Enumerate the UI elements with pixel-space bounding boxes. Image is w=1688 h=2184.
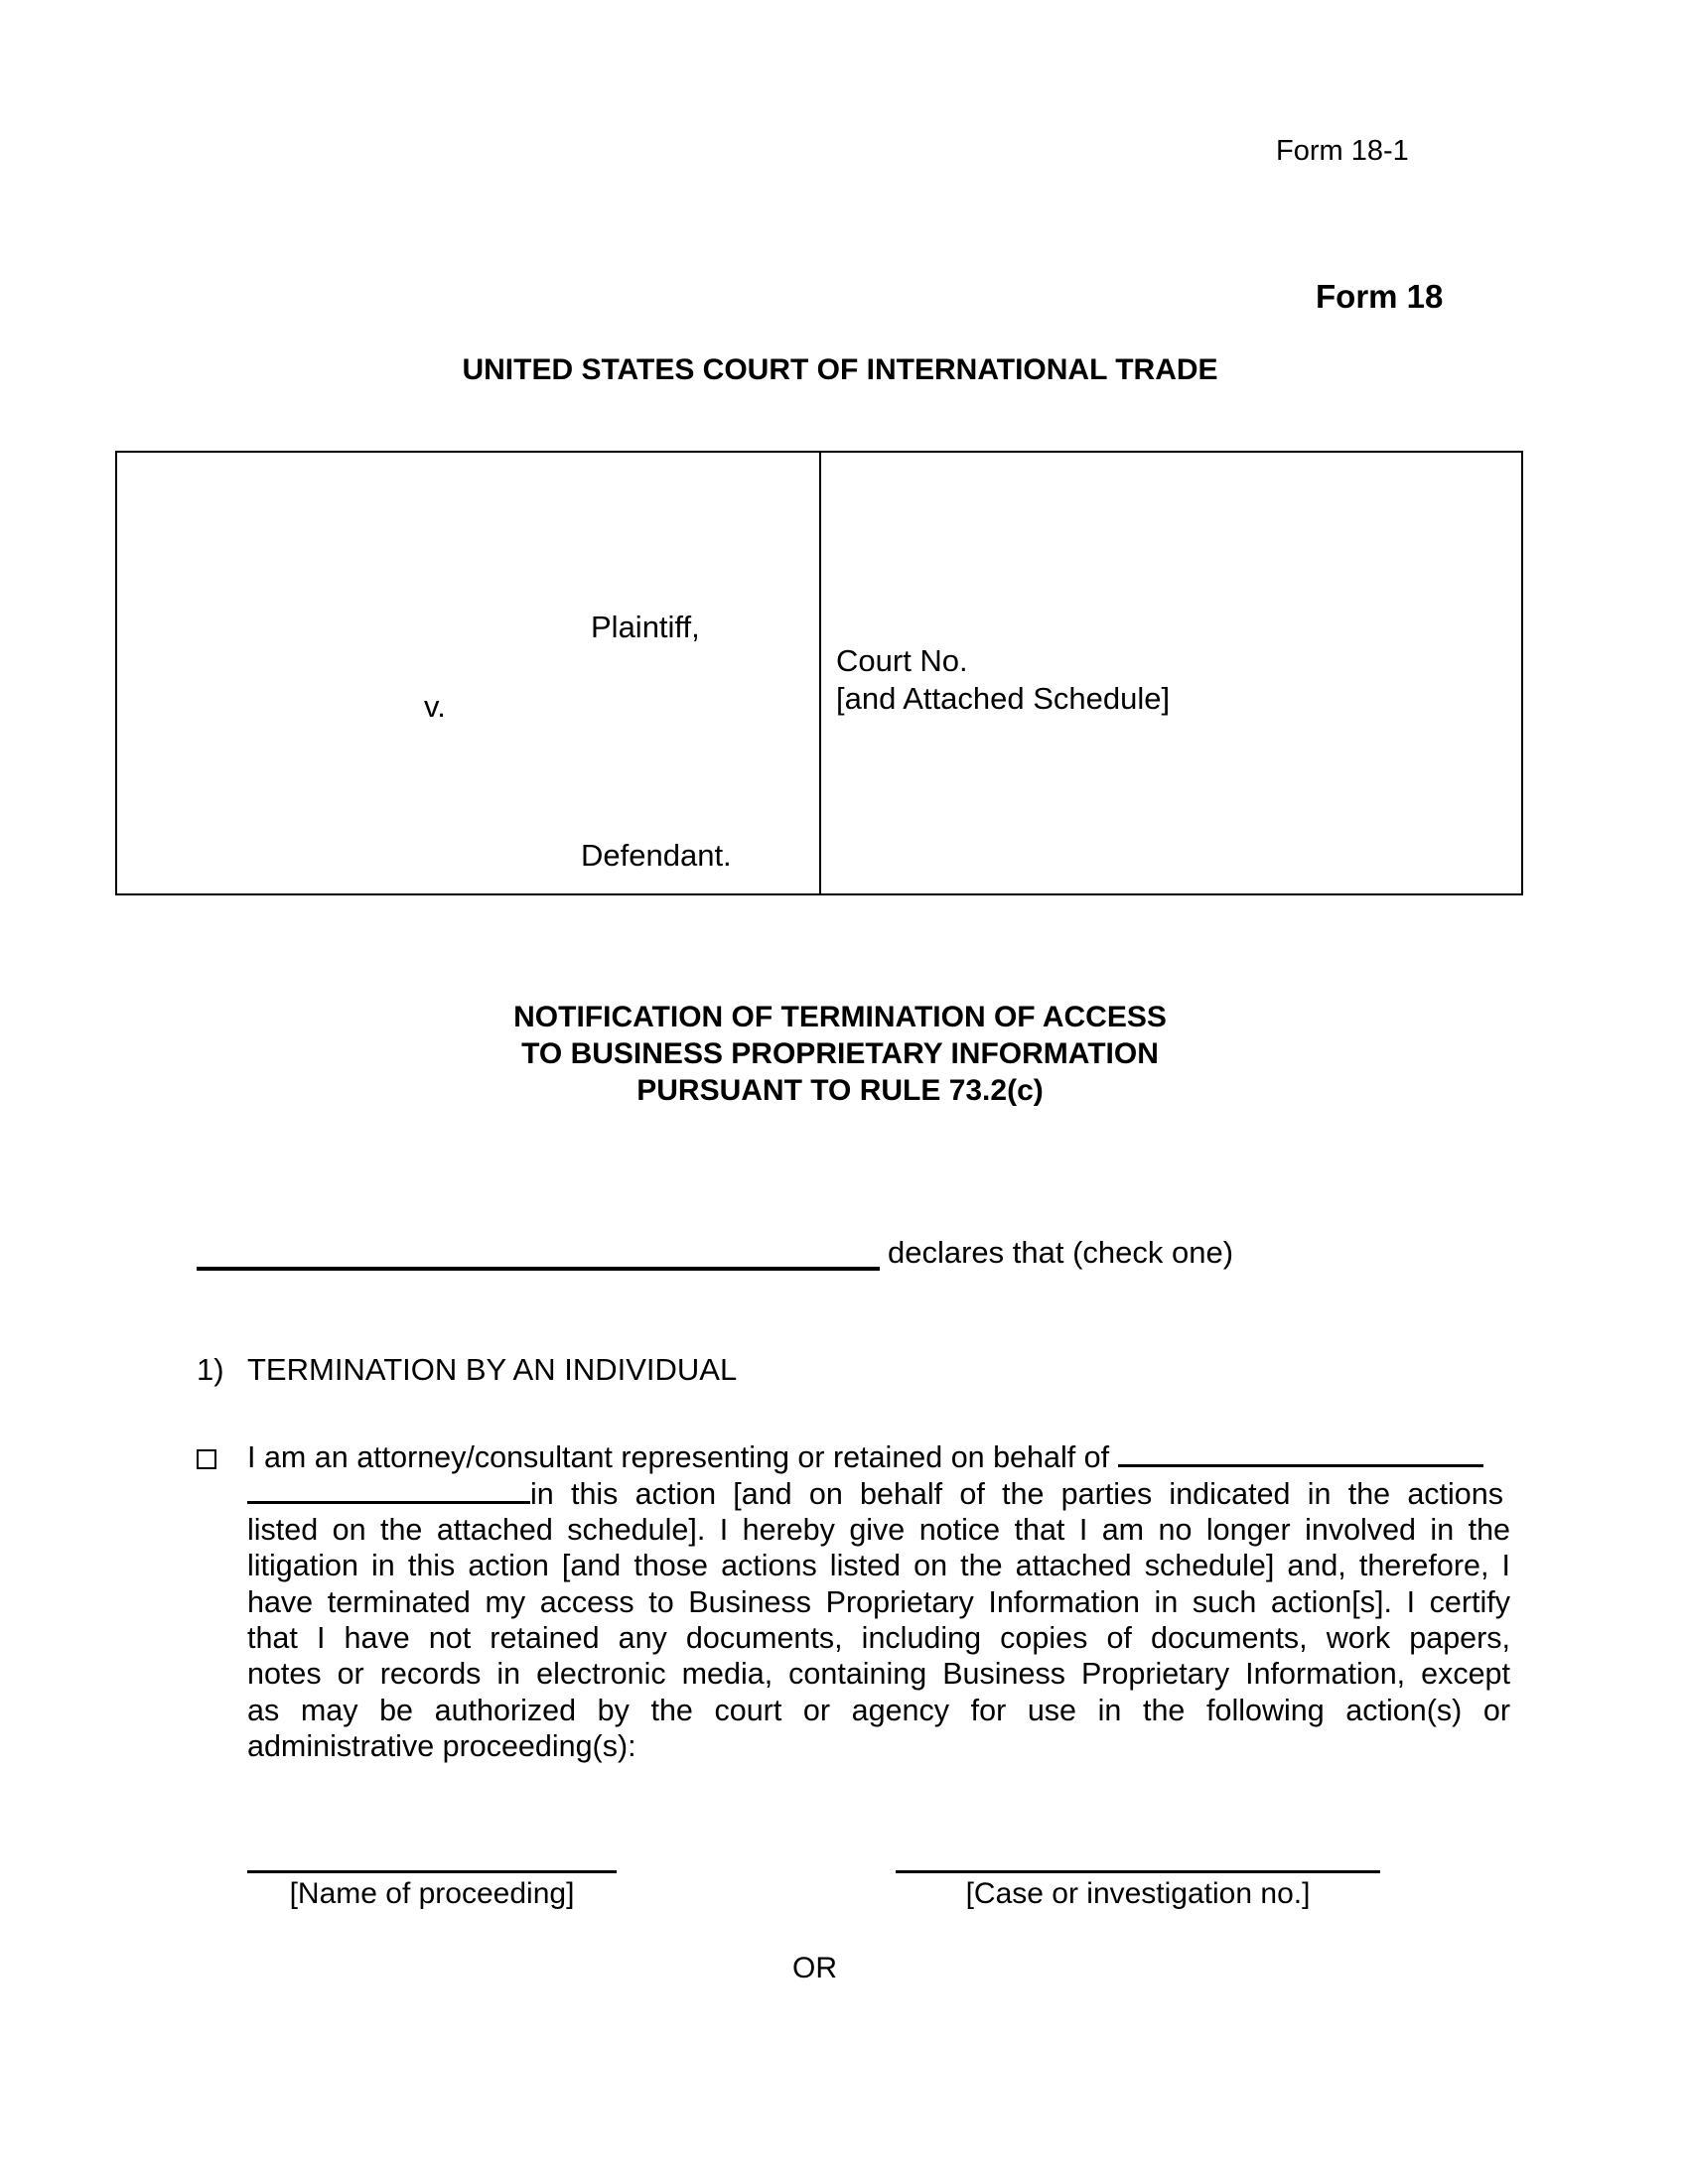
case-number-caption: [Case or investigation no.]	[965, 1877, 1311, 1910]
proceeding-name-caption: [Name of proceeding]	[289, 1877, 575, 1910]
party-name-field-continued[interactable]	[247, 1500, 530, 1504]
paragraph-line-5: have terminated my access to Business Proprietary Information in such action[s]. I certify	[247, 1585, 1510, 1619]
paragraph-line-1	[247, 1439, 1510, 1475]
case-number-field[interactable]	[896, 1870, 1380, 1873]
defendant-label: Defendant.	[581, 838, 732, 873]
declarant-name-field[interactable]	[197, 1267, 880, 1271]
plaintiff-label: Plaintiff,	[591, 610, 700, 644]
paragraph-line-7: notes or records in electronic media, containing Business Proprietary Information, except	[247, 1657, 1510, 1691]
court-name	[0, 353, 1688, 387]
section-number: 1)	[197, 1352, 224, 1387]
caption-divider	[819, 451, 821, 895]
proceeding-name-field[interactable]	[247, 1870, 617, 1873]
court-no-label: Court No.	[836, 643, 968, 678]
form-label: Form 18	[1316, 278, 1444, 315]
or-separator: OR	[792, 1952, 837, 1984]
notice-title-line-3: PURSUANT TO RULE 73.2(c)	[636, 1074, 1044, 1107]
notice-title-line-1: NOTIFICATION OF TERMINATION OF ACCESS	[513, 1001, 1167, 1033]
paragraph-line-2	[247, 1476, 1510, 1512]
paragraph-line-1-text: I am an attorney/consultant representing or retained on behalf of	[247, 1440, 1110, 1474]
court-name-text: UNITED STATES COURT OF INTERNATIONAL TRADE	[462, 353, 1218, 386]
party-name-field[interactable]	[1118, 1463, 1483, 1467]
section-heading: TERMINATION BY AN INDIVIDUAL	[247, 1352, 738, 1387]
versus-label: v.	[424, 689, 446, 724]
schedule-label: [and Attached Schedule]	[836, 681, 1171, 716]
paragraph-line-6: that I have not retained any documents, including copies of documents, work papers,	[247, 1621, 1510, 1655]
paragraph-line-9: administrative proceeding(s):	[247, 1729, 636, 1763]
notice-title-line-2: TO BUSINESS PROPRIETARY INFORMATION	[521, 1037, 1159, 1070]
page-number: Form 18-1	[1276, 135, 1409, 167]
paragraph-line-3: listed on the attached schedule]. I hereby give notice that I am no longer involved in the	[247, 1513, 1510, 1547]
individual-termination-checkbox[interactable]	[197, 1449, 216, 1469]
paragraph-line-8: as may be authorized by the court or agency for use in the following action(s) or	[247, 1694, 1510, 1727]
notice-title	[0, 999, 1688, 1109]
declares-text: declares that (check one)	[888, 1235, 1234, 1270]
paragraph-line-2-text: in this action [and on behalf of the parties indicated in the actions	[530, 1477, 1503, 1511]
paragraph-line-4: litigation in this action [and those actions listed on the attached schedule] and, therefore, I	[247, 1549, 1510, 1582]
